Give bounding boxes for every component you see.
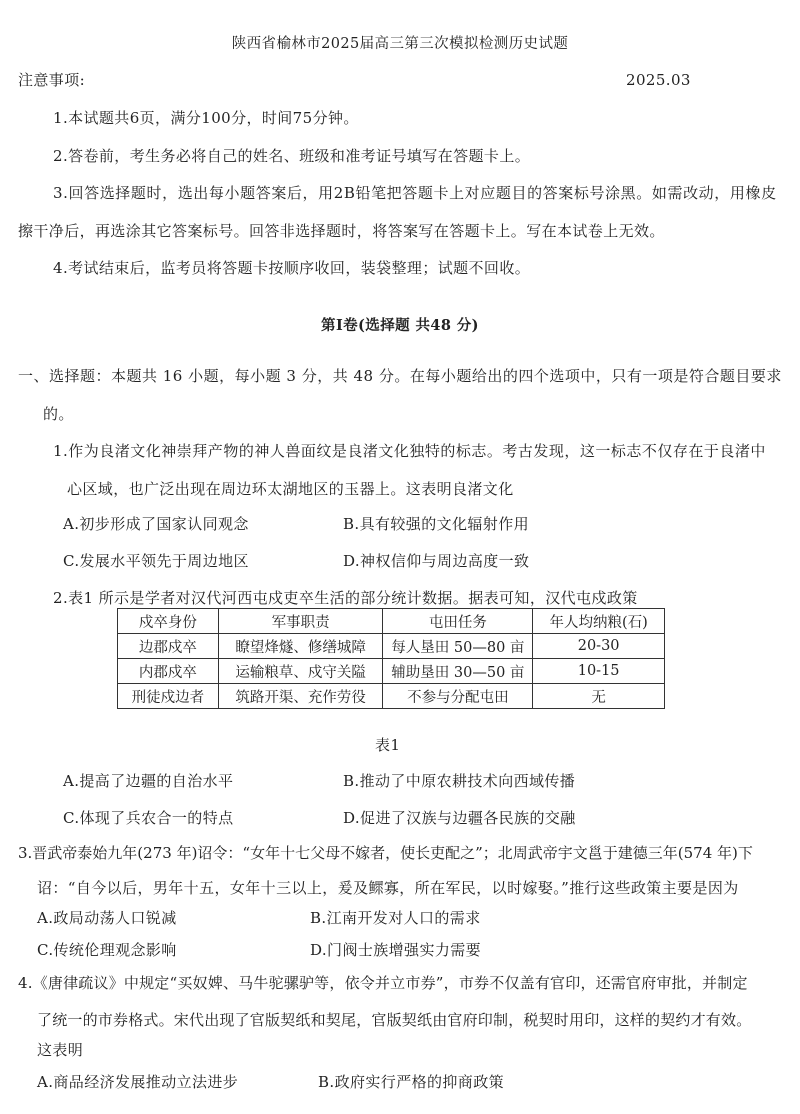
section-intro: 一、选择题：本题共 16 小题，每小题 3 分，共 48 分。在每小题给出的四个选项中，只有一项是符合题目要求 [18, 367, 782, 385]
exam-date: 2025.03 [626, 71, 691, 89]
q1-stem: 1.作为良渚文化神崇拜产物的神人兽面纹是良渚文化独特的标志。考古发现，这一标志不仅存在于良渚中 [53, 442, 766, 460]
table-cell: 辅助垦田 30—50 亩 [383, 659, 533, 684]
notes-label: 注意事项: [18, 71, 86, 89]
q4-option-b: B.政府实行严格的抑商政策 [318, 1073, 504, 1091]
note-3: 3.回答选择题时，选出每小题答案后，用2B铅笔把答题卡上对应题目的答案标号涂黑。如需改动，用橡皮 [53, 184, 777, 202]
note-4: 4.考试结束后，监考员将答题卡按顺序收回，装袋整理；试题不回收。 [53, 259, 531, 277]
q1-option-c: C.发展水平领先于周边地区 [63, 552, 249, 570]
section-title: 第Ⅰ卷(选择题 共48 分) [321, 317, 479, 334]
q2-data-table [117, 608, 665, 709]
q2-option-b: B.推动了中原农耕技术向西域传播 [343, 772, 576, 790]
q3-option-b: B.江南开发对人口的需求 [310, 909, 481, 927]
table-cell: 筑路开渠、充作劳役 [218, 684, 383, 709]
table-header: 戍卒身份 [118, 609, 219, 634]
q1-option-a: A.初步形成了国家认同观念 [63, 515, 249, 533]
q4-stem: 4.《唐律疏议》中规定“买奴婢、马牛驼骡驴等，依令并立市券”，市券不仅盖有官印，还需官府审批，并制定 [18, 974, 748, 992]
q1-stem-cont: 心区域，也广泛出现在周边环太湖地区的玉器上。这表明良渚文化 [67, 480, 514, 498]
table-row [118, 684, 665, 709]
q2-option-c: C.体现了兵农合一的特点 [63, 809, 234, 827]
section-intro-cont: 的。 [43, 405, 74, 423]
q2-stem: 2.表1 所示是学者对汉代河西屯戍吏卒生活的部分统计数据。据表可知，汉代屯戍政策 [53, 589, 638, 607]
q1-option-d: D.神权信仰与周边高度一致 [343, 552, 530, 570]
q1-option-b: B.具有较强的文化辐射作用 [343, 515, 529, 533]
table-cell: 10-15 [533, 659, 665, 684]
q3-option-d: D.门阀士族增强实力需要 [310, 941, 482, 959]
q4-option-a: A.商品经济发展推动立法进步 [37, 1073, 239, 1091]
table-caption: 表1 [375, 736, 401, 754]
q3-option-c: C.传统伦理观念影响 [37, 941, 177, 959]
q4-stem-cont2: 这表明 [37, 1041, 84, 1059]
table-cell: 刑徒戍边者 [118, 684, 219, 709]
table-cell: 不参与分配屯田 [383, 684, 533, 709]
note-1: 1.本试题共6页，满分100分，时间75分钟。 [53, 109, 359, 127]
table-cell: 瞭望烽燧、修缮城障 [218, 634, 383, 659]
q2-option-d: D.促进了汉族与边疆各民族的交融 [343, 809, 576, 827]
q3-stem-cont: 诏：“自今以后，男年十五，女年十三以上，爰及鳏寡，所在军民，以时嫁娶。”推行这些政策主要是因为 [37, 879, 739, 897]
table-header: 军事职责 [218, 609, 383, 634]
note-3-cont: 擦干净后，再选涂其它答案标号。回答非选择题时，将答案写在答题卡上。写在本试卷上无效。 [18, 222, 665, 240]
note-2: 2.答卷前，考生务必将自己的姓名、班级和准考证号填写在答题卡上。 [53, 147, 531, 165]
table-cell: 内郡戍卒 [118, 659, 219, 684]
table-cell: 边郡戍卒 [118, 634, 219, 659]
table-header: 屯田任务 [383, 609, 533, 634]
table-cell: 运输粮草、戍守关隘 [218, 659, 383, 684]
table-row [118, 634, 665, 659]
table-cell: 每人垦田 50—80 亩 [383, 634, 533, 659]
q3-option-a: A.政局动荡人口锐减 [37, 909, 177, 927]
q2-option-a: A.提高了边疆的自治水平 [63, 772, 234, 790]
q4-stem-cont: 了统一的市券格式。宋代出现了官版契纸和契尾，官版契纸由官府印制，税契时用印，这样的契约才有效。 [37, 1011, 752, 1029]
exam-title: 陕西省榆林市2025届高三第三次模拟检测历史试题 [231, 36, 569, 52]
table-cell: 无 [533, 684, 665, 709]
table-header: 年人均纳粮(石) [533, 609, 665, 634]
q3-stem: 3.晋武帝泰始九年(273 年)诏令：“女年十七父母不嫁者，使长吏配之”；北周武帝宇文邕于建德三年(574 年)下 [18, 844, 753, 862]
table-row [118, 659, 665, 684]
table-header-row [118, 609, 665, 634]
table-cell: 20-30 [533, 634, 665, 659]
